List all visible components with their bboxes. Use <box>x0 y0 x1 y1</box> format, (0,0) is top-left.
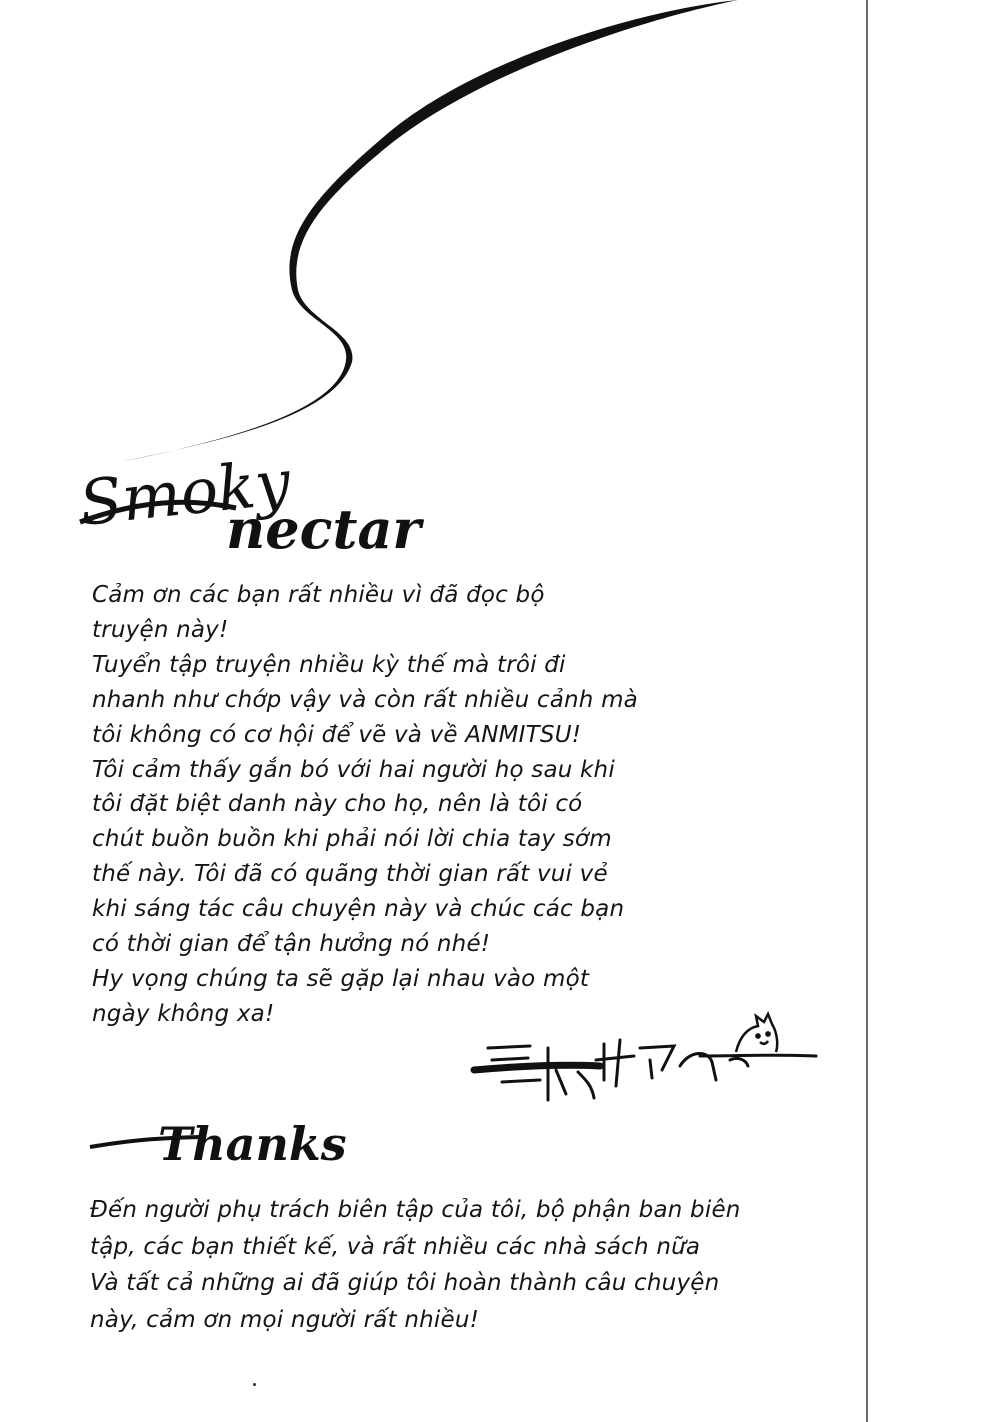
letter-line: có thời gian để tận hưởng nó nhé! <box>92 931 491 958</box>
letter-line: Tuyển tập truyện nhiều kỳ thế mà trôi đi <box>92 651 566 678</box>
thanks-line: tập, các bạn thiết kế, và rất nhiều các nhà sách nữa <box>90 1233 701 1260</box>
letter-line: Hy vọng chúng ta sẽ gặp lại nhau vào một <box>92 965 590 992</box>
mascot-doodle-icon <box>736 1014 777 1052</box>
thanks-heading: Thanks <box>158 1117 347 1171</box>
letter-line: tôi đặt biệt danh này cho họ, nên là tôi có <box>92 791 583 818</box>
thanks-letter <box>90 1192 741 1338</box>
stray-dot <box>253 1383 256 1386</box>
author-signature <box>474 1040 816 1100</box>
thanks-line: Đến người phụ trách biên tập của tôi, bộ phận ban biên <box>90 1197 741 1223</box>
thanks-line: này, cảm ơn mọi người rất nhiều! <box>90 1306 480 1333</box>
thanks-line: Và tất cả những ai đã giúp tôi hoàn thành câu chuyện <box>90 1270 720 1296</box>
main-letter <box>92 578 638 1032</box>
letter-line: truyện này! <box>92 616 229 643</box>
letter-line: chút buồn buồn khi phải nói lời chia tay sớm <box>92 826 612 853</box>
letter-line: ngày không xa! <box>92 1000 275 1027</box>
letter-line: Tôi cảm thấy gắn bó với hai người họ sau khi <box>92 756 615 783</box>
decorative-brush-curve <box>120 0 738 462</box>
letter-line: tôi không có cơ hội để vẽ và về ANMITSU! <box>92 721 582 748</box>
letter-line: thế này. Tôi đã có quãng thời gian rất vui vẻ <box>92 861 608 888</box>
letter-line: khi sáng tác câu chuyện này và chúc các bạn <box>92 896 625 923</box>
letter-line: nhanh như chớp vậy và còn rất nhiều cảnh mà <box>92 686 638 713</box>
letter-line: Cảm ơn các bạn rất nhiều vì đã đọc bộ <box>92 582 545 608</box>
heading-nectar: nectar <box>226 497 421 561</box>
heading-smoky: Smoky <box>75 445 294 540</box>
